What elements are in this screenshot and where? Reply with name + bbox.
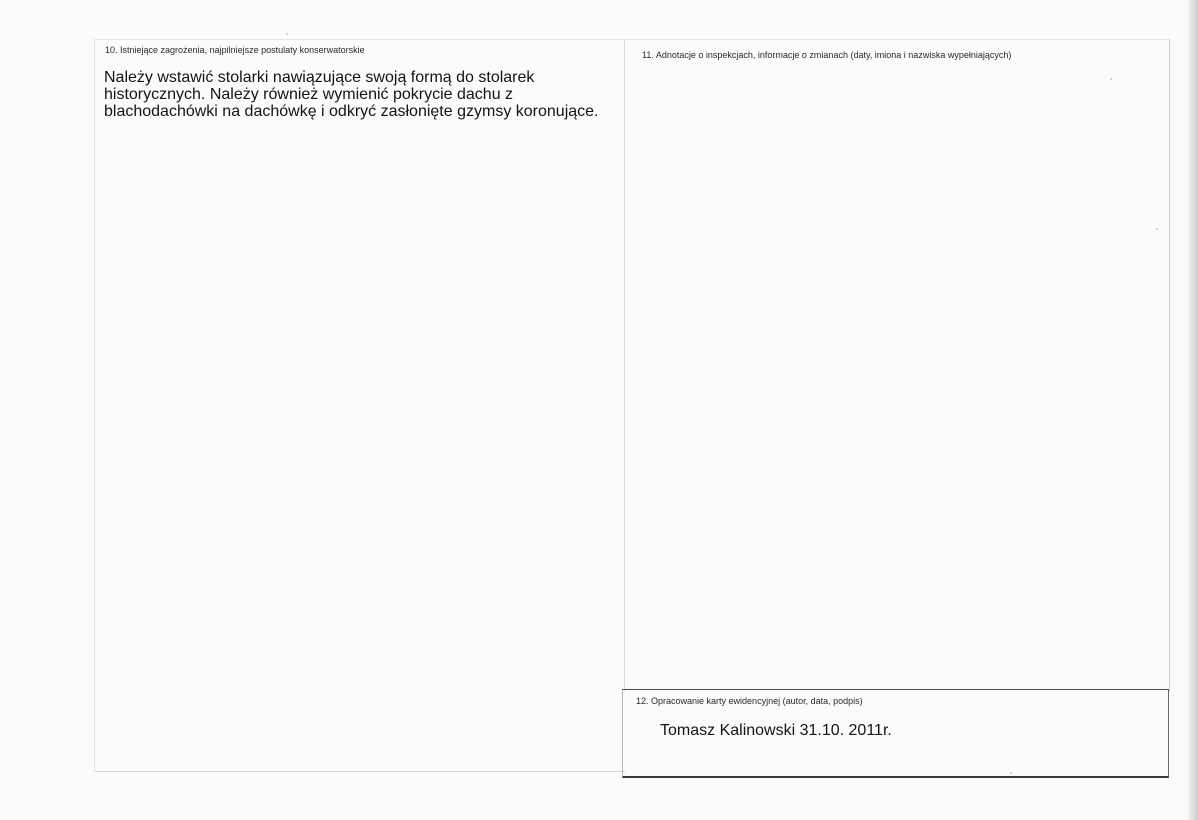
section-10-threats — [94, 39, 625, 772]
page-edge-shadow — [1188, 0, 1198, 820]
section-12-label: 12. Opracowanie karty ewidencyjnej (autor, data, podpis) — [636, 696, 863, 706]
section-10-label: 10. Istniejące zagrożenia, najpilniejsze postulaty konserwatorskie — [105, 45, 365, 55]
section-11-label: 11. Adnotacje o inspekcjach, informacje o zmianach (daty, imiona i nazwiska wypełniających) — [642, 50, 1012, 60]
scan-speck — [1110, 78, 1112, 80]
scan-speck — [1156, 228, 1158, 230]
section-10-text-line: historycznych. Należy również wymienić pokrycie dachu z — [104, 86, 514, 103]
section-12-card-preparation — [622, 689, 1169, 778]
scan-speck — [286, 33, 288, 35]
scan-speck — [1010, 772, 1012, 774]
section-11-annotations — [624, 39, 1170, 691]
section-10-text-line: blachodachówki na dachówkę i odkryć zasłonięte gzymsy koronujące. — [104, 103, 599, 120]
section-12-author-date: Tomasz Kalinowski 31.10. 2011r. — [660, 722, 892, 739]
section-10-text — [104, 69, 624, 120]
section-10-text-line: Należy wstawić stolarki nawiązujące swoją formą do stolarek — [104, 69, 535, 86]
